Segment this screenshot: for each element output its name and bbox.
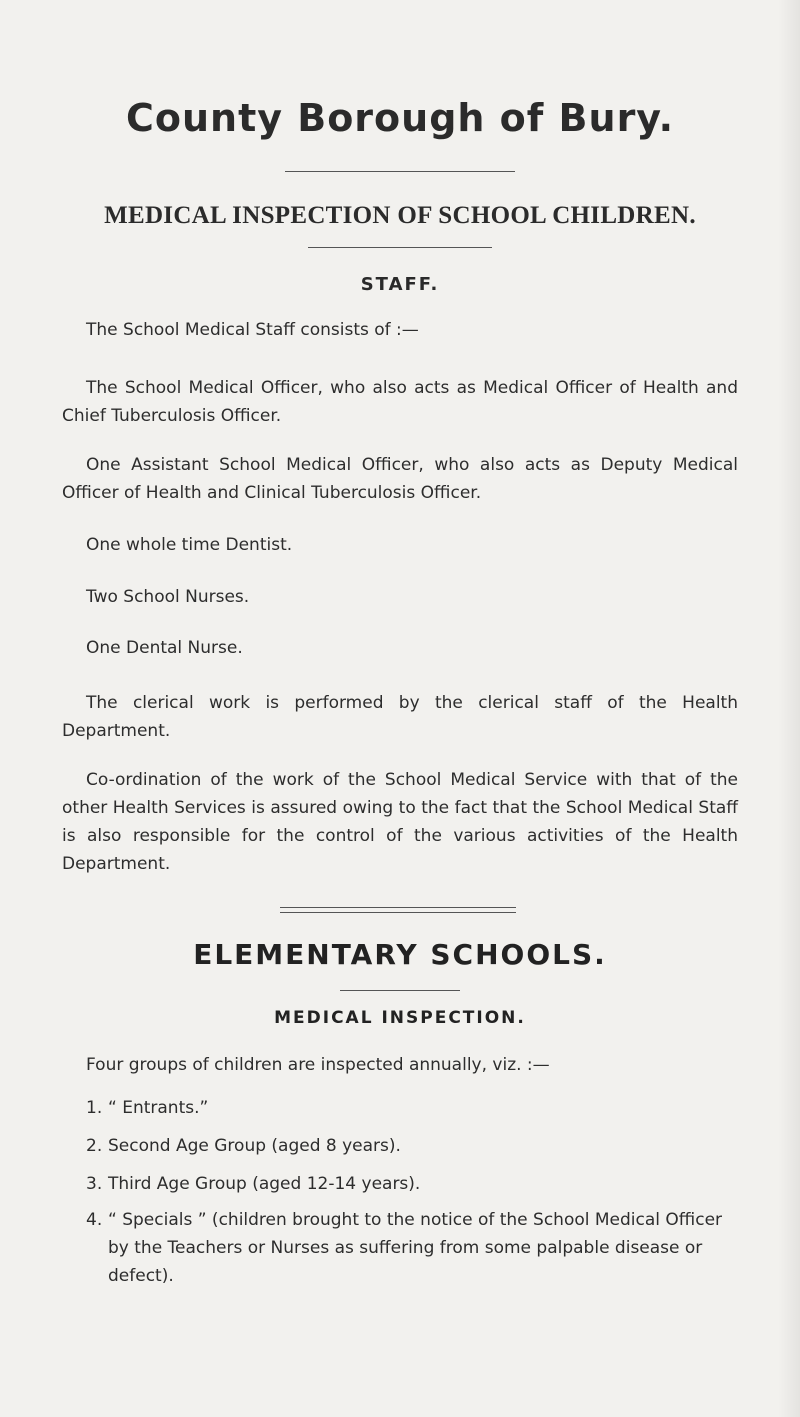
group-item (86, 1094, 736, 1122)
staff-item-dentist: One whole time Dentist. (86, 535, 293, 555)
staff-clerical-note: The clerical work is performed by the clerical staff of the Health Department. (62, 693, 738, 741)
section-double-rule-top (280, 907, 516, 908)
group-number: 1. (86, 1098, 103, 1118)
staff-item-school-nurses: Two School Nurses. (86, 587, 250, 607)
staff-item-dental-nurse: One Dental Nurse. (86, 638, 243, 658)
section-double-rule-bottom (280, 912, 516, 913)
staff-intro: The School Medical Staff consists of :— (86, 320, 419, 340)
elementary-schools-heading: ELEMENTARY SCHOOLS. (193, 938, 607, 971)
groups-intro: Four groups of children are inspected annually, viz. :— (86, 1055, 550, 1075)
group-item (86, 1132, 736, 1160)
group-text: Second Age Group (aged 8 years). (108, 1136, 401, 1156)
document-subtitle: MEDICAL INSPECTION OF SCHOOL CHILDREN. (104, 202, 696, 229)
group-number: 4. (86, 1210, 103, 1230)
group-text: “ Specials ” (children brought to the notice of the School Medical Officer by the Teachers or Nurses as suffering from some palpable disease or defect). (108, 1210, 723, 1286)
page-title: County Borough of Bury. (125, 96, 675, 140)
elementary-rule (340, 990, 460, 991)
group-item (86, 1206, 736, 1290)
group-number: 3. (86, 1174, 103, 1194)
staff-item-medical-officer: The School Medical Officer, who also acts as Medical Officer of Health and Chief Tuberculosis Officer. (62, 378, 738, 426)
group-number: 2. (86, 1136, 103, 1156)
staff-item-assistant-officer: One Assistant School Medical Officer, who also acts as Deputy Medical Officer of Health and Clinical Tuberculosis Officer. (62, 455, 738, 503)
title-rule (285, 171, 515, 172)
staff-coordination-note: Co-ordination of the work of the School Medical Service with that of the other Health Services is assured owing to the fact that the School Medical Staff is also responsible for the control of the various activities of the Health Department. (62, 770, 738, 874)
subtitle-rule (308, 247, 492, 248)
medical-inspection-heading: MEDICAL INSPECTION. (274, 1008, 526, 1028)
group-text: “ Entrants.” (108, 1098, 209, 1118)
group-item (86, 1170, 736, 1198)
staff-heading: STAFF. (360, 274, 440, 295)
group-text: Third Age Group (aged 12-14 years). (108, 1174, 421, 1194)
